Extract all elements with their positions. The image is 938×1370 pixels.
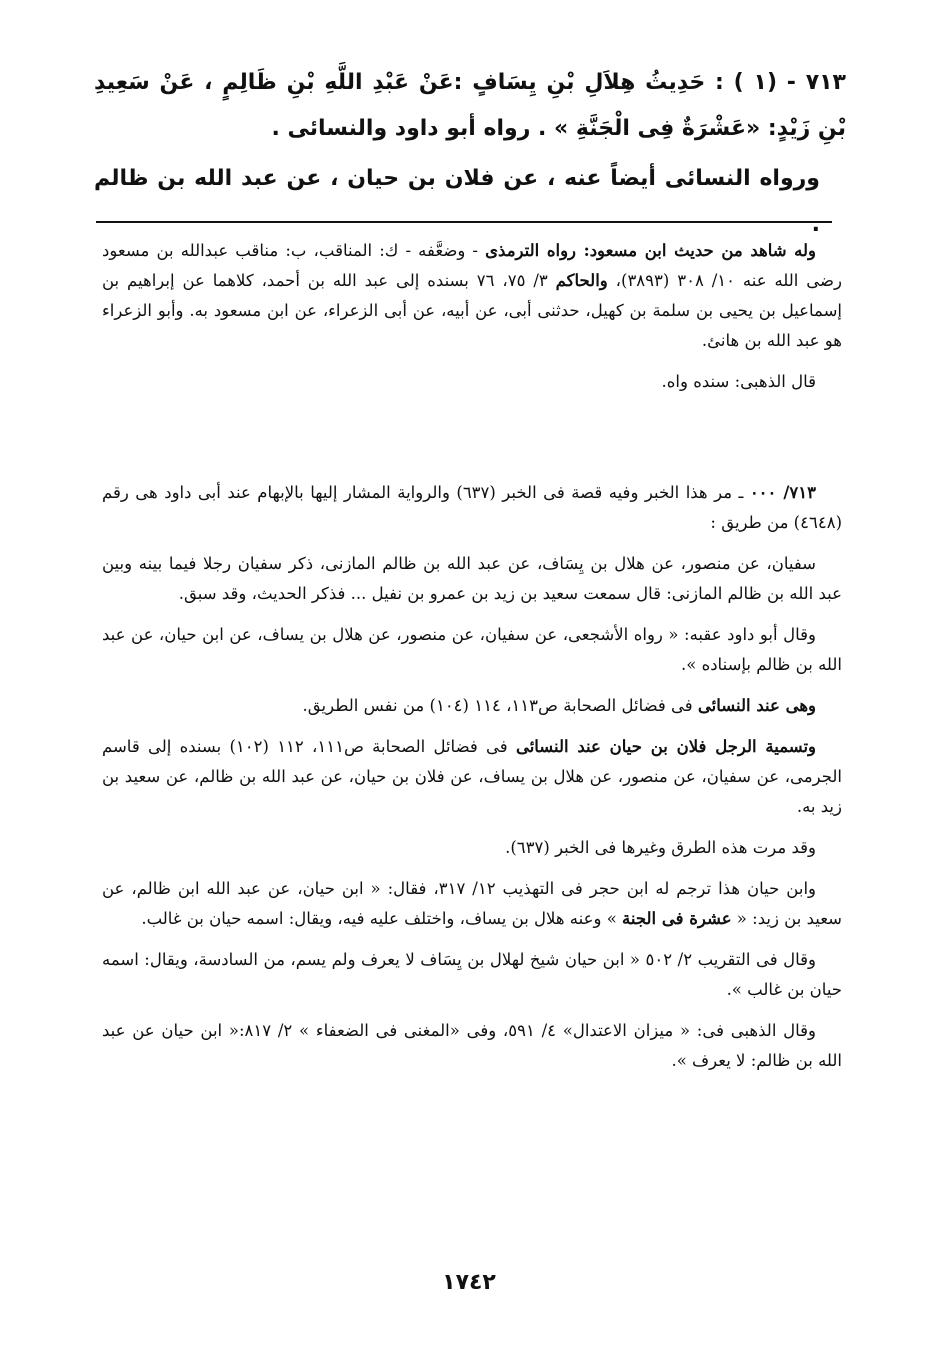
footnote-1-bold-hakim: والحاكم: [555, 271, 608, 290]
footnote-2-para-8: وقال فى التقريب ٢/ ٥٠٢ « ابن حيان شيخ لهلال بن يِسَاف لا يعرف ولم يسم، من السادسة، ويقال: اسمه حيان بن غالب ».: [102, 950, 842, 999]
footnote-2-bold-ashara: عشرة فى الجنة: [622, 909, 732, 928]
footnote-2-para-3: وقال أبو داود عقبه: « رواه الأشجعى، عن سفيان، عن منصور، عن هلال بن يساف، عن ابن حيان، عن عبد الله بن ظالم بإسناده ».: [102, 625, 842, 674]
footnote-2-number: ٧١٣/ ٠٠٠: [749, 483, 816, 502]
hadith-text: [94, 60, 846, 248]
footnote-1-bold-lead: وله شاهد من حديث ابن مسعود: رواه الترمذى: [485, 241, 817, 260]
footnote-2-para-7: [102, 874, 842, 934]
footnote-2-para-1: [102, 478, 842, 538]
footnote-2-para-2: سفيان، عن منصور، عن هلال بن يِسَاف، عن عبد الله بن ظالم المازنى، ذكر سفيان رجلا فيما بينه وبين عبد الله بن ظالم المازنى: قال سمعت سعيد بن زيد بن عمرو بن نفيل ... فذكر الحديث، وقد سبق.: [102, 554, 842, 603]
footnote-1-para-1: [102, 236, 842, 356]
footnote-2-para-4: [102, 691, 842, 721]
footnote-2-para-6: وقد مرت هذه الطرق وغيرها فى الخبر (٦٣٧).: [505, 838, 816, 857]
hadith-number: ٧١٣ - (١ ): [733, 70, 846, 95]
footnote-2-bold-naming: وتسمية الرجل فلان بن حيان عند النسائى: [515, 737, 817, 756]
footnote-2-para-5: [102, 732, 842, 822]
footnote-2-text-7b: » وعنه هلال بن يساف، واختلف عليه فيه، ويقال: اسمه حيان بن غالب.: [141, 909, 623, 928]
footnote-divider: [96, 221, 832, 223]
footnote-2-text-4: فى فضائل الصحابة ص١١٣، ١١٤ (١٠٤) من نفس الطريق.: [302, 696, 698, 715]
footnote-2-text-1: ـ مر هذا الخبر وفيه قصة فى الخبر (٦٣٧) والرواية المشار إليها بالإبهام عند أبى داود هى رقم (٤٦٤٨) من طريق :: [102, 483, 842, 532]
footnote-2-text-7a: وابن حيان هذا ترجم له ابن حجر فى التهذيب ١٢/ ٣١٧، فقال: « ابن حيان، عن عبد الله ابن ظالم، عن سعيد بن زيد: «: [102, 879, 842, 928]
footnote-1-para-2: قال الذهبى: سنده واه.: [661, 372, 816, 391]
footnote-2-bold-nasai: وهى عند النسائى: [697, 696, 816, 715]
page-number: ١٧٤٢: [442, 1270, 496, 1295]
footnote-2: [102, 478, 842, 1087]
footnote-2-text-5: فى فضائل الصحابة ص١١١، ١١٢ (١٠٢) بسنده إلى قاسم الجرمى، عن سفيان، عن منصور، عن هلال بن يساف، عن فلان بن حيان، عن عبد الله بن ظالم، عن سعيد بن زيد به.: [102, 737, 842, 816]
footnote-1-text-b: ٣/ ٧٥، ٧٦ بسنده إلى عبد الله بن أحمد، كلاهما عن إبراهيم بن إسماعيل بن يحيى بن سلمة بن كهيل، حدثنى أبى، عن أبيه، عن أبى الزعراء، عن ابن مسعود به. وأبو الزعراء هو عبد الله بن هانئ.: [102, 271, 842, 350]
hadith-body: : حَدِيثُ هِلاَلِ بْنِ يِسَافٍ :عَنْ عَبْدِ اللَّهِ بْنِ ظَالِمٍ ، عَنْ سَعِيدِ بْنِ زَيْدٍ: «عَشْرَةٌ فِى الْجَنَّةِ » . رواه أبو داود والنسائى .: [94, 70, 846, 141]
hadith-line-2: ورواه النسائى أيضاً عنه ، عن فلان بن حيان ، عن عبد الله بن ظالم .: [94, 166, 820, 237]
hadith-line-1: [94, 60, 846, 152]
footnote-1-text-a: - وضعَّفه - ك: المناقب، ب: مناقب عبدالله بن مسعود رضى الله عنه ١٠/ ٣٠٨ (٣٨٩٣)،: [102, 241, 842, 290]
footnote-2-para-9: وقال الذهبى فى: « ميزان الاعتدال» ٤/ ٥٩١، وفى «المغنى فى الضعفاء » ٢/ ٨١٧:« ابن حيان عن عبد الله بن ظالم: لا يعرف ».: [102, 1021, 842, 1070]
footnote-1: [102, 236, 842, 408]
